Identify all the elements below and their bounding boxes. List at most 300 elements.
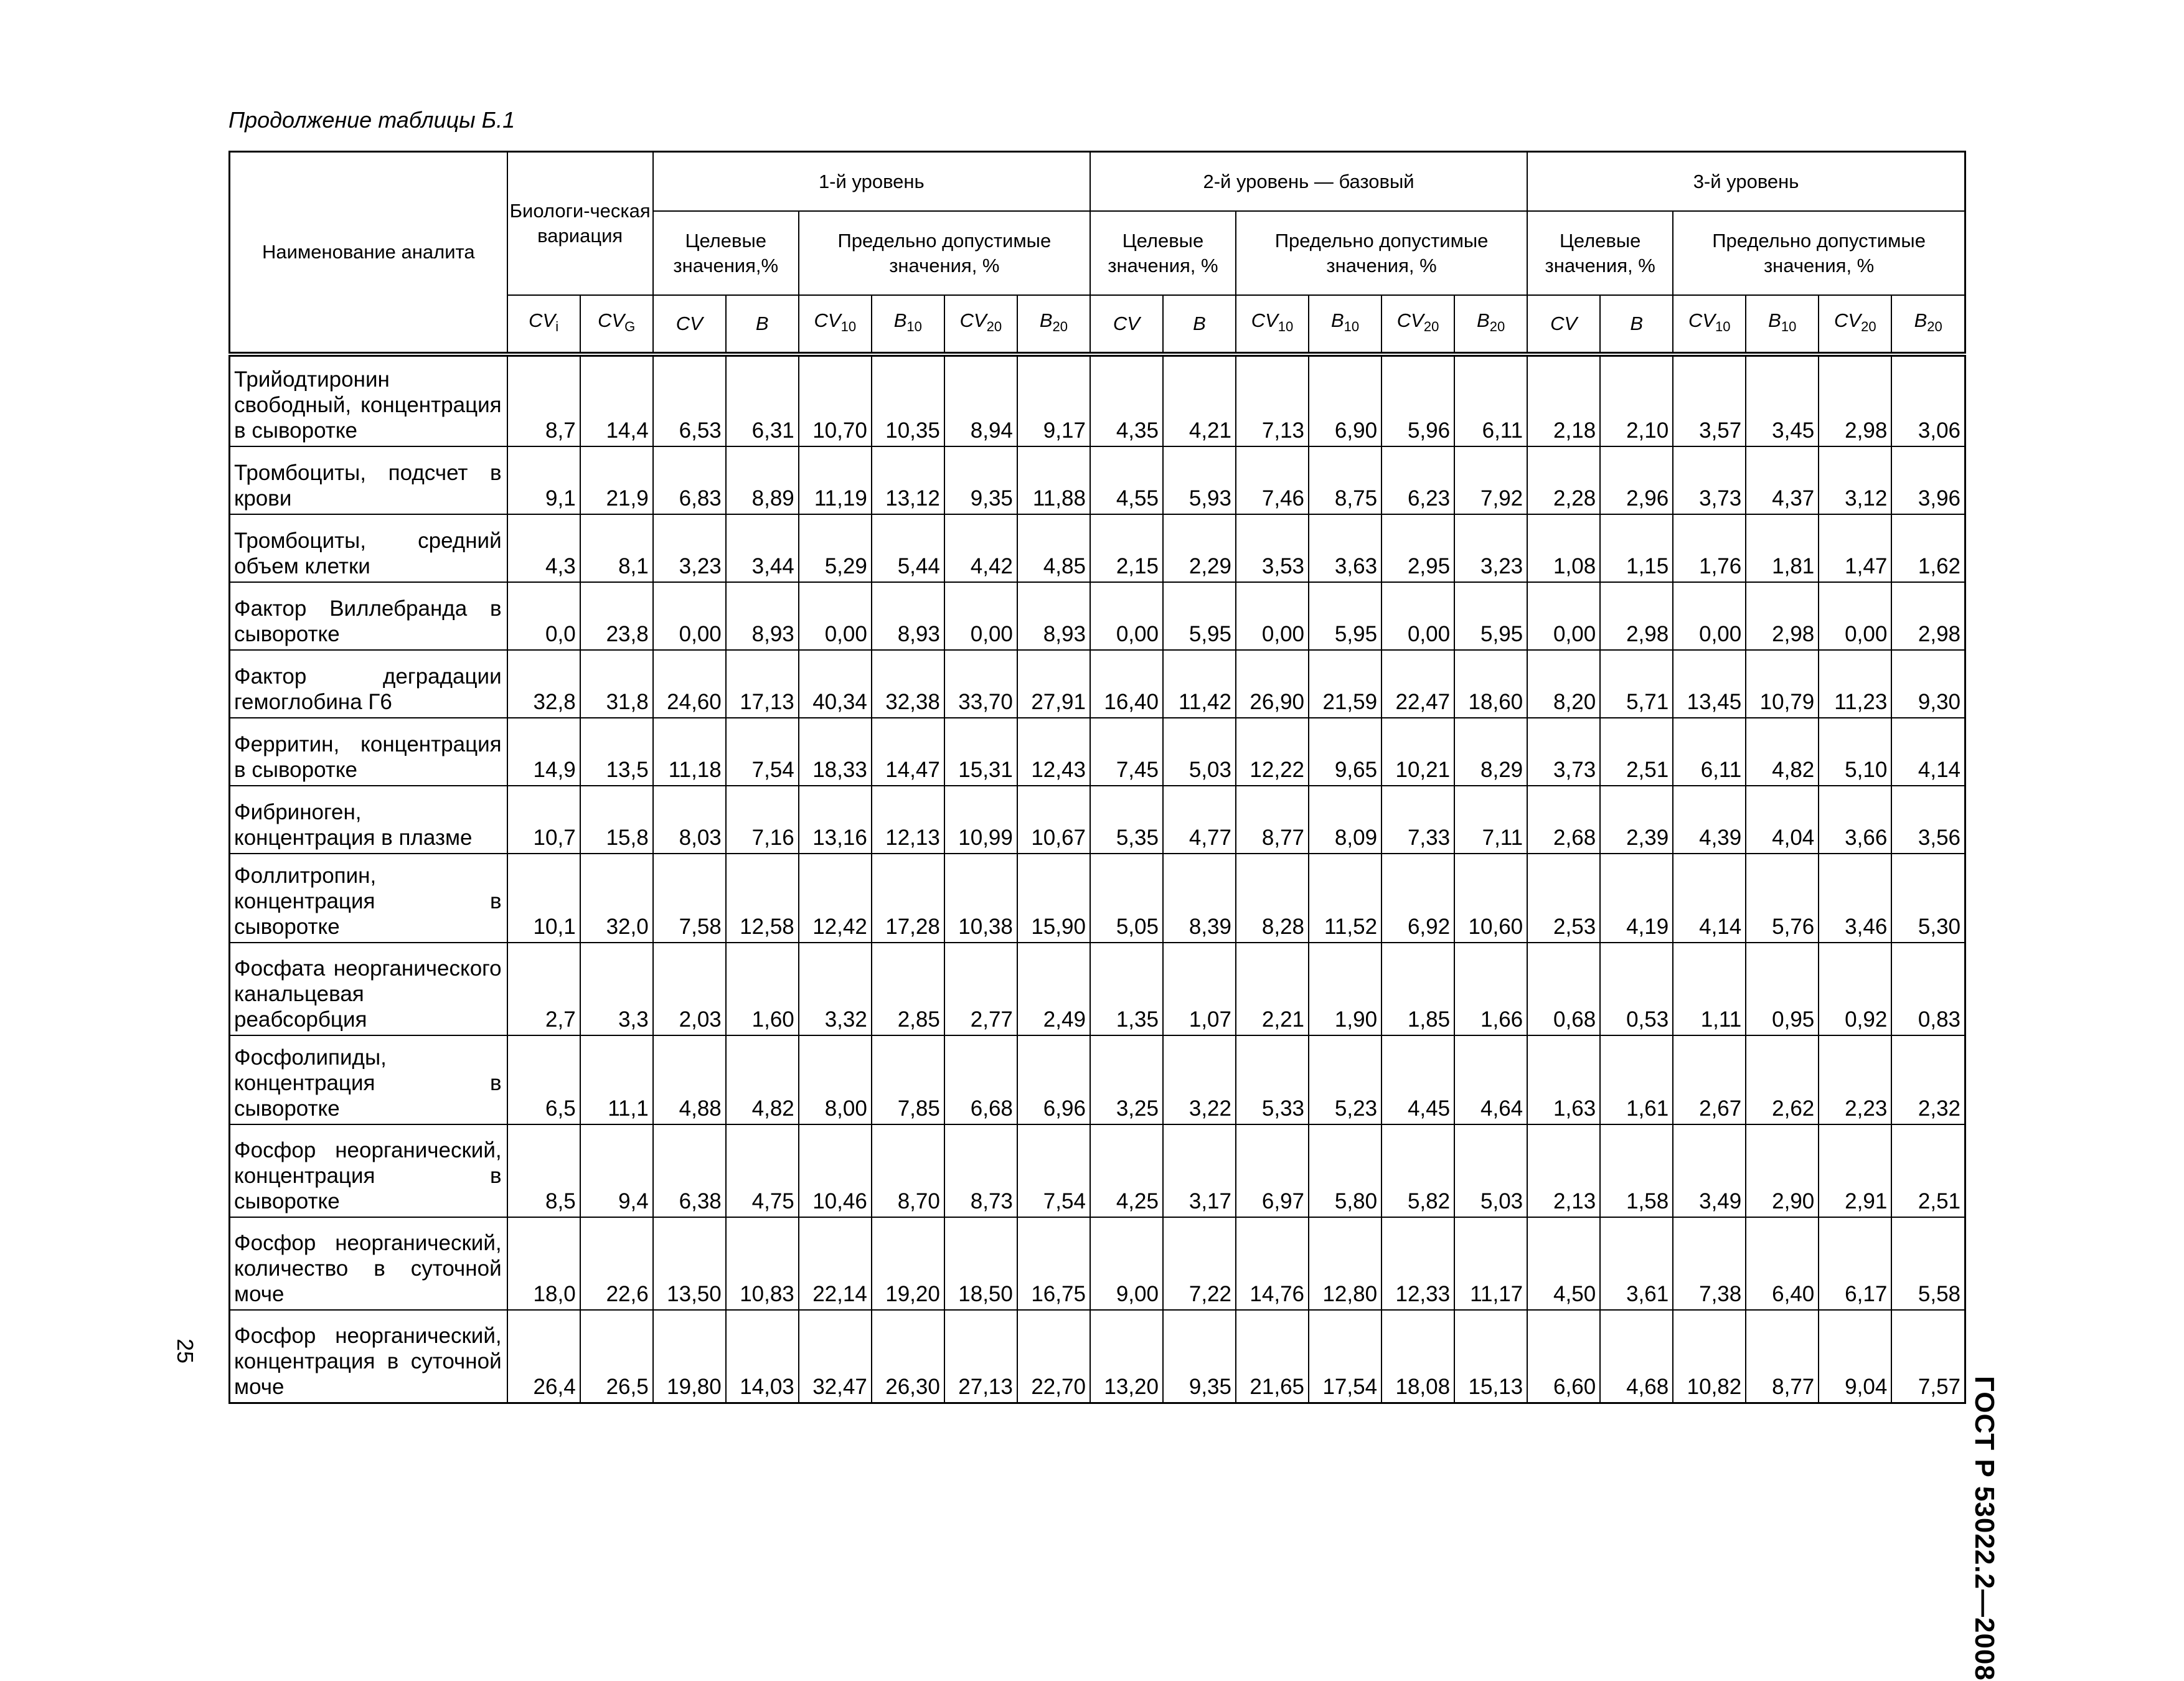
table-cell: 2,13: [1527, 1124, 1600, 1217]
table-cell: 1,66: [1454, 943, 1527, 1035]
table-cell: 3,96: [1891, 446, 1965, 514]
table-cell: 22,6: [580, 1217, 653, 1310]
table-cell: 15,31: [944, 718, 1017, 786]
table-cell: 8,20: [1527, 650, 1600, 718]
table-cell: 22,47: [1381, 650, 1454, 718]
table-row: [230, 446, 1965, 514]
table-cell: 22,70: [1017, 1310, 1090, 1403]
table-cell: 0,00: [1819, 582, 1891, 650]
table-cell: 32,38: [872, 650, 944, 718]
table-cell: 10,70: [799, 354, 872, 446]
table-cell: 8,1: [580, 514, 653, 582]
table-cell: 5,95: [1454, 582, 1527, 650]
table-cell: 2,68: [1527, 786, 1600, 854]
table-cell: 4,77: [1163, 786, 1236, 854]
table-cell: 1,62: [1891, 514, 1965, 582]
table-cell: 0,0: [507, 582, 580, 650]
table-cell: 5,30: [1891, 854, 1965, 943]
table-cell: 4,35: [1090, 354, 1163, 446]
table-cell: 22,14: [799, 1217, 872, 1310]
header-cv-i: $CV_i$: [507, 295, 580, 354]
table-cell: 5,33: [1236, 1035, 1309, 1124]
table-row: [230, 786, 1965, 854]
table-cell: 16,40: [1090, 650, 1163, 718]
table-cell: 7,16: [726, 786, 799, 854]
table-cell: 3,63: [1309, 514, 1381, 582]
table-cell: 7,54: [726, 718, 799, 786]
table-cell: 18,33: [799, 718, 872, 786]
table-row: [230, 1035, 1965, 1124]
table-cell: 2,67: [1673, 1035, 1746, 1124]
table-cell: 1,60: [726, 943, 799, 1035]
table-cell: 2,90: [1746, 1124, 1819, 1217]
table-cell: 10,83: [726, 1217, 799, 1310]
table-cell: 3,46: [1819, 854, 1891, 943]
table-cell: 7,85: [872, 1035, 944, 1124]
table-cell: 1,35: [1090, 943, 1163, 1035]
table-cell: 6,83: [653, 446, 726, 514]
table-cell: 3,25: [1090, 1035, 1163, 1124]
table-cell: 4,39: [1673, 786, 1746, 854]
table-cell: 2,28: [1527, 446, 1600, 514]
table-cell: 0,00: [1673, 582, 1746, 650]
table-cell: 27,91: [1017, 650, 1090, 718]
table-cell: 2,39: [1600, 786, 1673, 854]
table-cell: 5,96: [1381, 354, 1454, 446]
header-target-level-2: Целевые значения, %: [1090, 211, 1236, 295]
table-cell: 4,75: [726, 1124, 799, 1217]
table-cell: 6,53: [653, 354, 726, 446]
table-cell: 4,55: [1090, 446, 1163, 514]
table-cell: 2,15: [1090, 514, 1163, 582]
table-cell: 12,42: [799, 854, 872, 943]
analyte-name: Трийодтиронин свободный, концентрация в сыворотке: [230, 354, 507, 446]
table-cell: 13,5: [580, 718, 653, 786]
table-cell: 10,60: [1454, 854, 1527, 943]
table-cell: 6,90: [1309, 354, 1381, 446]
table-cell: 11,17: [1454, 1217, 1527, 1310]
table-cell: 9,1: [507, 446, 580, 514]
table-cell: 9,4: [580, 1124, 653, 1217]
table-cell: 4,64: [1454, 1035, 1527, 1124]
table-cell: 0,92: [1819, 943, 1891, 1035]
header-level-2: 2-й уровень — базовый: [1090, 152, 1527, 212]
table-cell: 5,05: [1090, 854, 1163, 943]
table-cell: 13,20: [1090, 1310, 1163, 1403]
header-b: B: [1163, 295, 1236, 354]
table-caption: Продолжение таблицы Б.1: [228, 107, 515, 133]
table-cell: 12,13: [872, 786, 944, 854]
table-cell: 10,7: [507, 786, 580, 854]
table-cell: 2,96: [1600, 446, 1673, 514]
table-cell: 33,70: [944, 650, 1017, 718]
table-cell: 3,44: [726, 514, 799, 582]
table-cell: 4,68: [1600, 1310, 1673, 1403]
header-cv10: $CV_{10}$: [799, 295, 872, 354]
table-cell: 6,92: [1381, 854, 1454, 943]
table-cell: 14,76: [1236, 1217, 1309, 1310]
table-cell: 4,85: [1017, 514, 1090, 582]
table-cell: 8,03: [653, 786, 726, 854]
header-b: B: [1600, 295, 1673, 354]
table-cell: 5,10: [1819, 718, 1891, 786]
table-cell: 18,08: [1381, 1310, 1454, 1403]
table-row: [230, 582, 1965, 650]
table-cell: 8,94: [944, 354, 1017, 446]
table-cell: 3,23: [653, 514, 726, 582]
table-cell: 16,75: [1017, 1217, 1090, 1310]
table-cell: 5,76: [1746, 854, 1819, 943]
table-cell: 2,62: [1746, 1035, 1819, 1124]
header-b20: $B_{20}$: [1017, 295, 1090, 354]
table-cell: 6,40: [1746, 1217, 1819, 1310]
table-cell: 5,95: [1163, 582, 1236, 650]
table-cell: 9,00: [1090, 1217, 1163, 1310]
table-cell: 6,31: [726, 354, 799, 446]
table-cell: 10,99: [944, 786, 1017, 854]
table-cell: 0,00: [1090, 582, 1163, 650]
table-cell: 9,65: [1309, 718, 1381, 786]
table-cell: 19,80: [653, 1310, 726, 1403]
table-cell: 9,04: [1819, 1310, 1891, 1403]
table-cell: 0,00: [944, 582, 1017, 650]
table-cell: 18,60: [1454, 650, 1527, 718]
analyte-name: Фактор деградации гемоглобина Г6: [230, 650, 507, 718]
table-cell: 4,37: [1746, 446, 1819, 514]
table-cell: 10,67: [1017, 786, 1090, 854]
data-table: [228, 151, 1966, 1404]
table-row: [230, 1124, 1965, 1217]
header-cv10: $CV_{10}$: [1673, 295, 1746, 354]
table-row: [230, 354, 1965, 446]
table-cell: 17,54: [1309, 1310, 1381, 1403]
analyte-name: Ферритин, концентрация в сыворотке: [230, 718, 507, 786]
table-cell: 2,10: [1600, 354, 1673, 446]
table-cell: 5,03: [1163, 718, 1236, 786]
table-cell: 7,11: [1454, 786, 1527, 854]
table-cell: 4,04: [1746, 786, 1819, 854]
table-cell: 2,98: [1819, 354, 1891, 446]
table-row: [230, 1217, 1965, 1310]
table-cell: 4,88: [653, 1035, 726, 1124]
table-cell: 11,52: [1309, 854, 1381, 943]
table-cell: 7,92: [1454, 446, 1527, 514]
table-cell: 3,73: [1673, 446, 1746, 514]
table-cell: 10,21: [1381, 718, 1454, 786]
analyte-name: Тромбоциты, средний объем клетки: [230, 514, 507, 582]
table-cell: 4,25: [1090, 1124, 1163, 1217]
table-row: [230, 650, 1965, 718]
table-cell: 11,23: [1819, 650, 1891, 718]
table-cell: 9,17: [1017, 354, 1090, 446]
table-cell: 10,79: [1746, 650, 1819, 718]
header-cv20: $CV_{20}$: [1819, 295, 1891, 354]
table-cell: 21,59: [1309, 650, 1381, 718]
table-cell: 2,21: [1236, 943, 1309, 1035]
table-cell: 21,9: [580, 446, 653, 514]
table-cell: 3,17: [1163, 1124, 1236, 1217]
table-cell: 5,80: [1309, 1124, 1381, 1217]
table-cell: 26,4: [507, 1310, 580, 1403]
table-cell: 7,33: [1381, 786, 1454, 854]
table-cell: 3,3: [580, 943, 653, 1035]
table-cell: 12,43: [1017, 718, 1090, 786]
header-cv20: $CV_{20}$: [944, 295, 1017, 354]
table-cell: 8,75: [1309, 446, 1381, 514]
header-limits-level-1: Предельно допустимые значения, %: [799, 211, 1090, 295]
table-cell: 4,21: [1163, 354, 1236, 446]
header-target-level-1: Целевые значения,%: [653, 211, 799, 295]
table-cell: 6,68: [944, 1035, 1017, 1124]
table-cell: 11,19: [799, 446, 872, 514]
table-cell: 1,61: [1600, 1035, 1673, 1124]
table-cell: 2,77: [944, 943, 1017, 1035]
table-cell: 3,66: [1819, 786, 1891, 854]
table-cell: 6,17: [1819, 1217, 1891, 1310]
table-cell: 11,42: [1163, 650, 1236, 718]
table-cell: 6,38: [653, 1124, 726, 1217]
table-cell: 2,18: [1527, 354, 1600, 446]
header-analyte: Наименование аналита: [230, 152, 507, 355]
table-cell: 4,14: [1891, 718, 1965, 786]
table-cell: 4,42: [944, 514, 1017, 582]
table-cell: 5,95: [1309, 582, 1381, 650]
table-cell: 7,46: [1236, 446, 1309, 514]
table-cell: 7,57: [1891, 1310, 1965, 1403]
header-b: B: [726, 295, 799, 354]
table-cell: 6,11: [1454, 354, 1527, 446]
table-cell: 4,82: [1746, 718, 1819, 786]
table-cell: 15,90: [1017, 854, 1090, 943]
header-cv: CV: [1527, 295, 1600, 354]
table-body: [230, 354, 1965, 1403]
header-b10: $B_{10}$: [1746, 295, 1819, 354]
table-cell: 3,45: [1746, 354, 1819, 446]
table-cell: 5,93: [1163, 446, 1236, 514]
table-cell: 4,14: [1673, 854, 1746, 943]
table-cell: 13,12: [872, 446, 944, 514]
table-cell: 1,90: [1309, 943, 1381, 1035]
table-cell: 7,45: [1090, 718, 1163, 786]
table-cell: 6,97: [1236, 1124, 1309, 1217]
header-cv: CV: [1090, 295, 1163, 354]
table-cell: 0,68: [1527, 943, 1600, 1035]
table-cell: 8,5: [507, 1124, 580, 1217]
table-cell: 1,15: [1600, 514, 1673, 582]
table-cell: 5,23: [1309, 1035, 1381, 1124]
table-cell: 7,38: [1673, 1217, 1746, 1310]
table-cell: 3,57: [1673, 354, 1746, 446]
table-cell: 8,7: [507, 354, 580, 446]
table-cell: 1,08: [1527, 514, 1600, 582]
table-cell: 6,23: [1381, 446, 1454, 514]
table-cell: 5,35: [1090, 786, 1163, 854]
table-cell: 11,18: [653, 718, 726, 786]
header-b10: $B_{10}$: [872, 295, 944, 354]
table-row: [230, 1310, 1965, 1403]
table-cell: 7,58: [653, 854, 726, 943]
table-cell: 3,06: [1891, 354, 1965, 446]
table-cell: 0,00: [653, 582, 726, 650]
table-cell: 14,9: [507, 718, 580, 786]
table-cell: 9,35: [1163, 1310, 1236, 1403]
table-cell: 32,8: [507, 650, 580, 718]
table-cell: 3,53: [1236, 514, 1309, 582]
table-cell: 8,29: [1454, 718, 1527, 786]
header-cv20: $CV_{20}$: [1381, 295, 1454, 354]
table-cell: 6,96: [1017, 1035, 1090, 1124]
table-cell: 1,63: [1527, 1035, 1600, 1124]
table-cell: 3,61: [1600, 1217, 1673, 1310]
table-cell: 0,83: [1891, 943, 1965, 1035]
table-cell: 2,98: [1746, 582, 1819, 650]
table-cell: 12,33: [1381, 1217, 1454, 1310]
table-cell: 2,51: [1600, 718, 1673, 786]
table-cell: 8,39: [1163, 854, 1236, 943]
header-b20: $B_{20}$: [1891, 295, 1965, 354]
table-cell: 11,1: [580, 1035, 653, 1124]
table-cell: 12,22: [1236, 718, 1309, 786]
table-cell: 19,20: [872, 1217, 944, 1310]
analyte-name: Фибриноген, концентрация в плазме: [230, 786, 507, 854]
table-cell: 18,0: [507, 1217, 580, 1310]
header-b20: $B_{20}$: [1454, 295, 1527, 354]
table-cell: 4,19: [1600, 854, 1673, 943]
header-bio-variation: Биологи-ческая вариация: [507, 152, 653, 296]
table-cell: 13,16: [799, 786, 872, 854]
table-cell: 6,11: [1673, 718, 1746, 786]
table-cell: 7,54: [1017, 1124, 1090, 1217]
table-row: [230, 943, 1965, 1035]
analyte-name: Фоллитропин, концентрация в сыворотке: [230, 854, 507, 943]
analyte-name: Фосфор неорганический, количество в суточной моче: [230, 1217, 507, 1310]
table-cell: 32,47: [799, 1310, 872, 1403]
table-cell: 32,0: [580, 854, 653, 943]
table-cell: 3,23: [1454, 514, 1527, 582]
table-cell: 0,00: [799, 582, 872, 650]
table-cell: 9,30: [1891, 650, 1965, 718]
table-cell: 5,29: [799, 514, 872, 582]
table-cell: 0,00: [1527, 582, 1600, 650]
table-cell: 6,5: [507, 1035, 580, 1124]
table-cell: 1,81: [1746, 514, 1819, 582]
table-cell: 8,77: [1236, 786, 1309, 854]
table-cell: 2,53: [1527, 854, 1600, 943]
table-cell: 0,00: [1236, 582, 1309, 650]
table-cell: 23,8: [580, 582, 653, 650]
table-cell: 1,47: [1819, 514, 1891, 582]
header-limits-level-2: Предельно допустимые значения, %: [1236, 211, 1527, 295]
table-cell: 21,65: [1236, 1310, 1309, 1403]
table-cell: 10,1: [507, 854, 580, 943]
header-cv-g: $CV_G$: [580, 295, 653, 354]
table-cell: 1,11: [1673, 943, 1746, 1035]
analyte-name: Фосфолипиды, концентрация в сыворотке: [230, 1035, 507, 1124]
table-cell: 6,60: [1527, 1310, 1600, 1403]
header-limits-level-3: Предельно допустимые значения, %: [1673, 211, 1965, 295]
analyte-name: Фактор Виллебранда в сыворотке: [230, 582, 507, 650]
table-cell: 2,98: [1891, 582, 1965, 650]
table-cell: 7,13: [1236, 354, 1309, 446]
table-cell: 10,46: [799, 1124, 872, 1217]
table-cell: 10,35: [872, 354, 944, 446]
table-cell: 10,38: [944, 854, 1017, 943]
analyte-name: Фосфор неорганический, концентрация в суточной моче: [230, 1310, 507, 1403]
table-cell: 9,35: [944, 446, 1017, 514]
table-cell: 2,95: [1381, 514, 1454, 582]
table-cell: 14,47: [872, 718, 944, 786]
table-cell: 8,77: [1746, 1310, 1819, 1403]
table-cell: 3,32: [799, 943, 872, 1035]
header-level-3: 3-й уровень: [1527, 152, 1965, 212]
table-cell: 27,13: [944, 1310, 1017, 1403]
page-number: 25: [172, 1339, 198, 1364]
table-row: [230, 854, 1965, 943]
table-cell: 14,4: [580, 354, 653, 446]
table-cell: 8,28: [1236, 854, 1309, 943]
table-cell: 3,73: [1527, 718, 1600, 786]
table-cell: 18,50: [944, 1217, 1017, 1310]
table-cell: 31,8: [580, 650, 653, 718]
table-cell: 3,56: [1891, 786, 1965, 854]
table-cell: 3,49: [1673, 1124, 1746, 1217]
table-cell: 13,45: [1673, 650, 1746, 718]
table-cell: 8,89: [726, 446, 799, 514]
table-cell: 8,73: [944, 1124, 1017, 1217]
analyte-name: Фосфор неорганический, концентрация в сыворотке: [230, 1124, 507, 1217]
table-row: [230, 514, 1965, 582]
header-target-level-3: Целевые значения, %: [1527, 211, 1673, 295]
table-cell: 2,7: [507, 943, 580, 1035]
table-cell: 15,13: [1454, 1310, 1527, 1403]
table-cell: 7,22: [1163, 1217, 1236, 1310]
table-cell: 15,8: [580, 786, 653, 854]
table-cell: 12,80: [1309, 1217, 1381, 1310]
table-cell: 8,70: [872, 1124, 944, 1217]
table-cell: 4,45: [1381, 1035, 1454, 1124]
table-cell: 3,12: [1819, 446, 1891, 514]
header-level-1: 1-й уровень: [653, 152, 1090, 212]
table-cell: 24,60: [653, 650, 726, 718]
table-cell: 17,28: [872, 854, 944, 943]
table-cell: 8,93: [872, 582, 944, 650]
table-cell: 4,3: [507, 514, 580, 582]
table-cell: 12,58: [726, 854, 799, 943]
header-b10: $B_{10}$: [1309, 295, 1381, 354]
table-cell: 0,95: [1746, 943, 1819, 1035]
table-cell: 26,30: [872, 1310, 944, 1403]
table-cell: 8,93: [726, 582, 799, 650]
table-cell: 4,50: [1527, 1217, 1600, 1310]
header-cv: CV: [653, 295, 726, 354]
table-cell: 3,22: [1163, 1035, 1236, 1124]
table-row: [230, 718, 1965, 786]
table-cell: 11,88: [1017, 446, 1090, 514]
table-cell: 2,23: [1819, 1035, 1891, 1124]
header-cv10: $CV_{10}$: [1236, 295, 1309, 354]
table-cell: 2,32: [1891, 1035, 1965, 1124]
table-cell: 40,34: [799, 650, 872, 718]
table-cell: 14,03: [726, 1310, 799, 1403]
table-cell: 1,07: [1163, 943, 1236, 1035]
table-cell: 2,51: [1891, 1124, 1965, 1217]
analyte-name: Фосфата неорганического канальцевая реабсорбция: [230, 943, 507, 1035]
table-cell: 2,91: [1819, 1124, 1891, 1217]
table-cell: 8,00: [799, 1035, 872, 1124]
table-cell: 26,5: [580, 1310, 653, 1403]
table-cell: 2,29: [1163, 514, 1236, 582]
analyte-name: Тромбоциты, подсчет в крови: [230, 446, 507, 514]
